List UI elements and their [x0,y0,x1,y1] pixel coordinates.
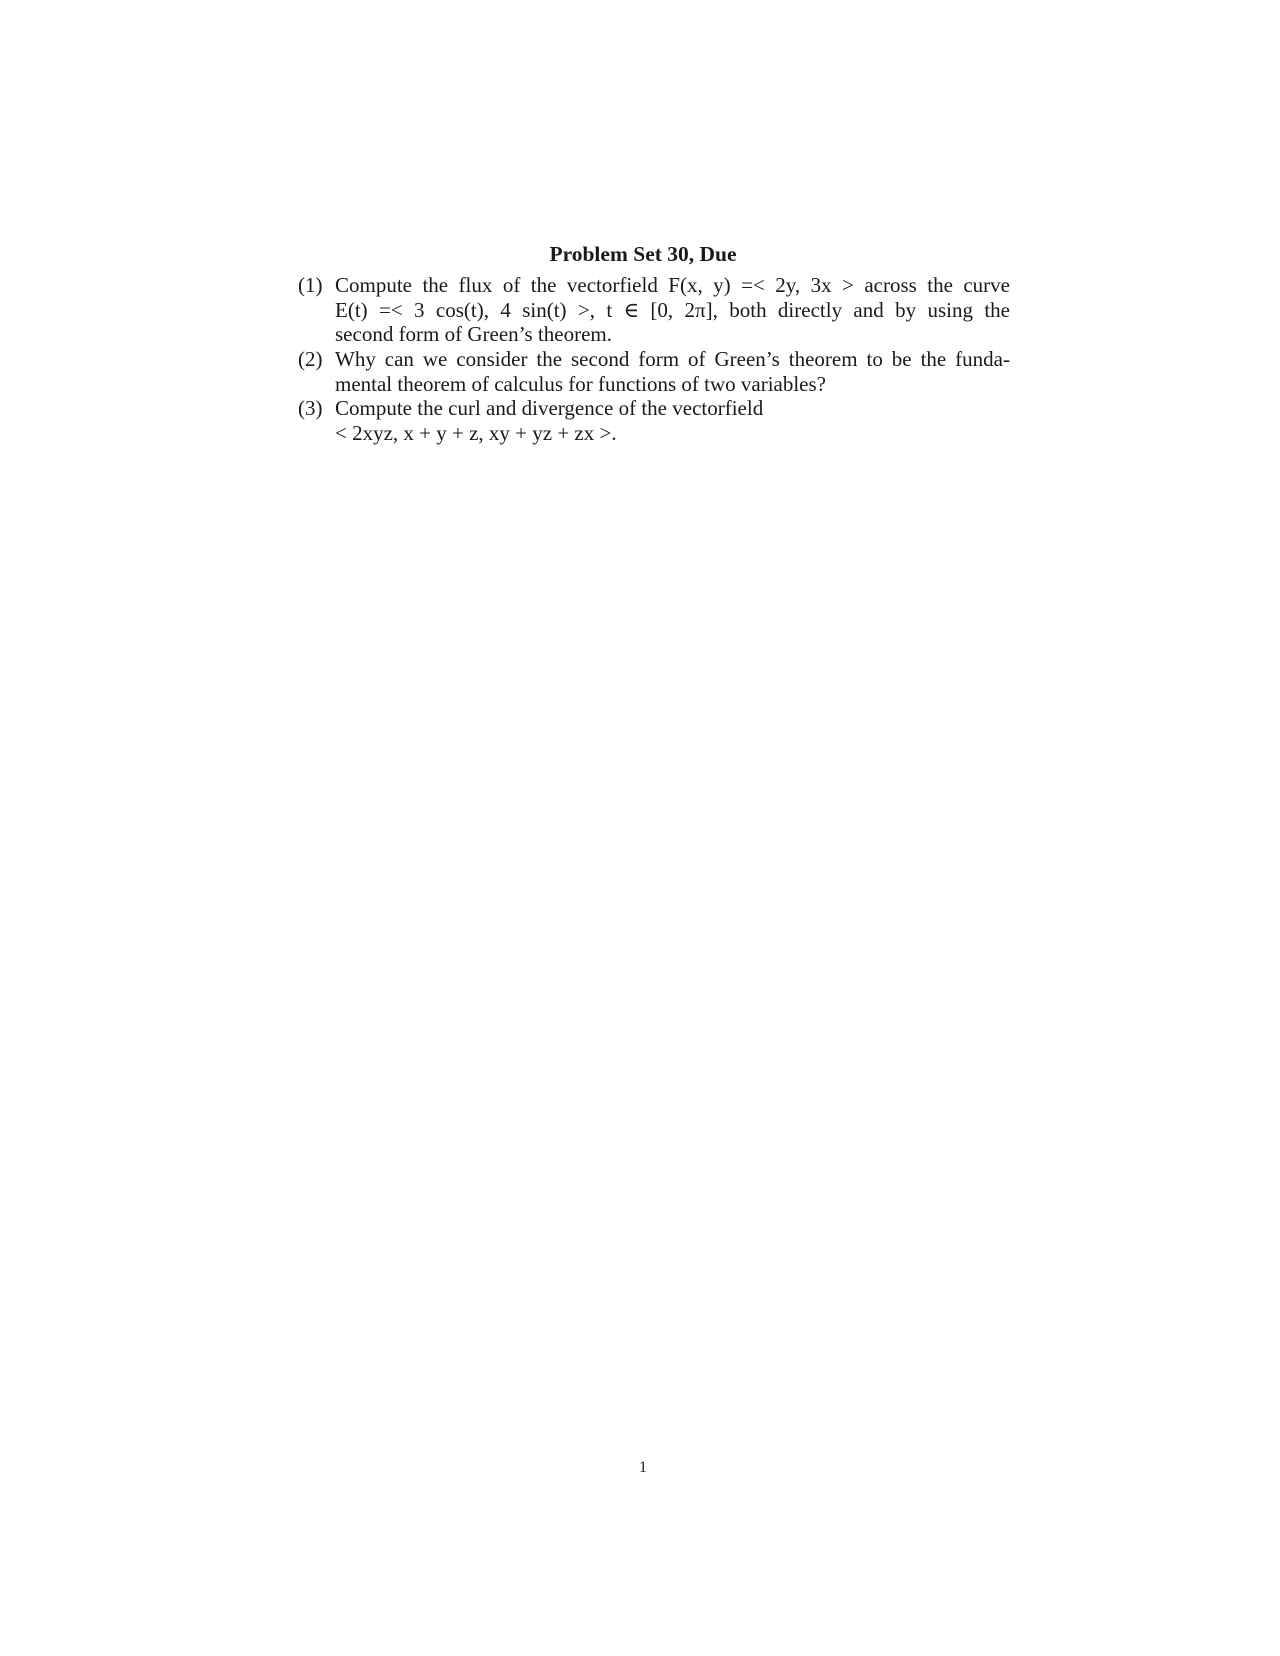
page-title: Problem Set 30, Due [549,242,737,266]
problem-text-line: Compute the curl and divergence of the vectorfield [335,396,764,420]
problem-number: (2) [298,347,323,371]
problem-text-line: Compute the flux of the vectorfield F(x, y) =< 2y, 3x > across the curve [335,273,1010,297]
problem-number: (3) [298,396,323,420]
problem-text-line: Why can we consider the second form of Green’s theorem to be the funda- [335,347,1010,371]
problem-text-line: mental theorem of calculus for functions of two variables? [335,371,826,396]
problem-text-line: E(t) =< 3 cos(t), 4 sin(t) >, t ∈ [0, 2π], both directly and by using the [335,297,1010,322]
problem-text-line: < 2xyz, x + y + z, xy + yz + zx >. [335,420,617,445]
page-number: 1 [639,1459,647,1476]
problem-item-3 [298,396,1010,445]
problem-item-1 [298,273,1010,347]
problem-number: (1) [298,273,323,297]
problem-item-2 [298,347,1010,396]
problem-text-line: second form of Green’s theorem. [335,322,612,346]
